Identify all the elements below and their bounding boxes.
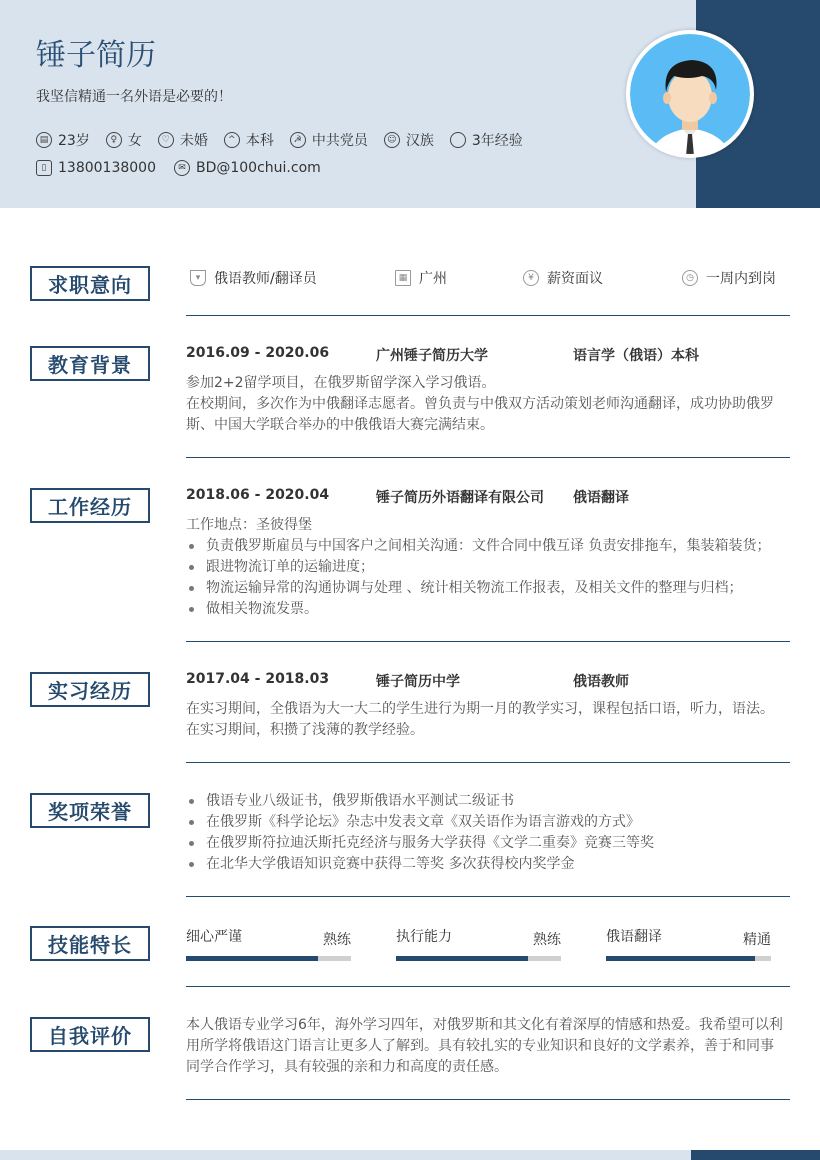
skill-bar-fill (606, 956, 755, 961)
info-degree: ^ 本科 (224, 130, 274, 150)
tie-icon: ▾ (190, 270, 206, 286)
section-title-awards: 奖项荣誉 (30, 793, 150, 828)
footer-accent-block (691, 1150, 820, 1160)
info-ethnicity: ☺ 汉族 (384, 130, 434, 150)
section-title-skills: 技能特长 (30, 926, 150, 961)
section-title-self: 自我评价 (30, 1017, 150, 1052)
intent-city: ▦ 广州 (395, 268, 447, 288)
contact-info-row (36, 160, 337, 176)
self-evaluation-text: 本人俄语专业学习6年，海外学习四年，对俄罗斯和其文化有着深厚的情感和热爱。我希望可以利用所学将俄语这门语言让更多人了解到。具有较扎实的专业知识和良好的文学素养，善于和同事同学合作学习，具有较强的亲和力和高度的责任感。 (186, 1017, 783, 1075)
work-duties-list (186, 536, 770, 620)
gender-icon: ♀ (106, 132, 122, 148)
divider (186, 457, 790, 458)
section-title-work: 工作经历 (30, 488, 150, 523)
skill-bar (606, 956, 771, 961)
party-icon: ☭ (290, 132, 306, 148)
list-item: 俄语专业八级证书，俄罗斯俄语水平测试二级证书 (186, 791, 654, 812)
candidate-name: 锤子简历 (36, 38, 156, 73)
info-email: ✉ BD@100chui.com (174, 160, 321, 176)
education-major: 语言学（俄语）本科 (573, 348, 699, 364)
personal-info-row (36, 130, 539, 150)
intern-org: 锤子简历中学 (376, 674, 460, 690)
section-title-education: 教育背景 (30, 346, 150, 381)
info-phone: ▯ 13800138000 (36, 160, 156, 176)
divider (186, 1099, 790, 1100)
divider (186, 896, 790, 897)
work-company: 锤子简历外语翻译有限公司 (376, 490, 544, 506)
skill-bar-fill (186, 956, 318, 961)
avatar (626, 30, 754, 158)
intern-description: 在实习期间，全俄语为大一大二的学生进行为期一月的教学实习，课程包括口语，听力，语法。 在实习期间，积攒了浅薄的教学经验。 (186, 701, 774, 738)
skill-bar (186, 956, 351, 961)
intern-role: 俄语教师 (573, 674, 629, 690)
phone-icon: ▯ (36, 160, 52, 176)
divider (186, 762, 790, 763)
education-school: 广州锤子简历大学 (376, 348, 488, 364)
info-age: ▤ 23岁 (36, 130, 90, 150)
section-title-intern: 实习经历 (30, 672, 150, 707)
birthday-icon: ▤ (36, 132, 52, 148)
work-date: 2018.06 - 2020.04 (186, 487, 330, 503)
education-cap-icon: ^ (224, 132, 240, 148)
list-item: 负责俄罗斯雇员与中国客户之间相关沟通：文件合同中俄互译 负责安排拖车，集装箱装货； (186, 536, 770, 557)
education-description: 参加2+2留学项目，在俄罗斯留学深入学习俄语。 在校期间，多次作为中俄翻译志愿者。曾负责与中俄双方活动策划老师沟通翻译，成功协助俄罗斯、中国大学联合举办的中俄俄语大赛完满结束。 (186, 375, 774, 433)
list-item: 跟进物流订单的运输进度； (186, 557, 770, 578)
motto: 我坚信精通一名外语是必要的！ (36, 89, 232, 105)
info-marriage: ♡ 未婚 (158, 130, 208, 150)
divider (186, 315, 790, 316)
work-role: 俄语翻译 (573, 490, 629, 506)
divider (186, 986, 790, 987)
info-gender: ♀ 女 (106, 130, 142, 150)
info-experience: 3年经验 (450, 130, 523, 150)
divider (186, 641, 790, 642)
experience-icon (450, 132, 466, 148)
list-item: 物流运输异常的沟通协调与处理 、统计相关物流工作报表，及相关文件的整理与归档； (186, 578, 770, 599)
clock-icon: ◷ (682, 270, 698, 286)
avatar-illustration (630, 34, 750, 154)
awards-list (186, 791, 654, 875)
intent-salary: ¥ 薪资面议 (523, 268, 603, 288)
yen-icon: ¥ (523, 270, 539, 286)
skill-bar (396, 956, 561, 961)
info-party: ☭ 中共党员 (290, 130, 368, 150)
section-title-intent: 求职意向 (30, 266, 150, 301)
list-item: 在北华大学俄语知识竞赛中获得二等奖 多次获得校内奖学金 (186, 854, 654, 875)
work-location: 工作地点：圣彼得堡 (186, 517, 312, 533)
marriage-icon: ♡ (158, 132, 174, 148)
intern-date: 2017.04 - 2018.03 (186, 671, 330, 687)
skill-bar-fill (396, 956, 528, 961)
intent-position: ▾ 俄语教师/翻译员 (190, 268, 317, 288)
email-icon: ✉ (174, 160, 190, 176)
list-item: 在俄罗斯符拉迪沃斯托克经济与服务大学获得《文学二重奏》竞赛三等奖 (186, 833, 654, 854)
intent-availability: ◷ 一周内到岗 (682, 268, 776, 288)
education-date: 2016.09 - 2020.06 (186, 345, 330, 361)
ethnicity-icon: ☺ (384, 132, 400, 148)
list-item: 在俄罗斯《科学论坛》杂志中发表文章《双关语作为语言游戏的方式》 (186, 812, 654, 833)
building-icon: ▦ (395, 270, 411, 286)
list-item: 做相关物流发票。 (186, 599, 770, 620)
